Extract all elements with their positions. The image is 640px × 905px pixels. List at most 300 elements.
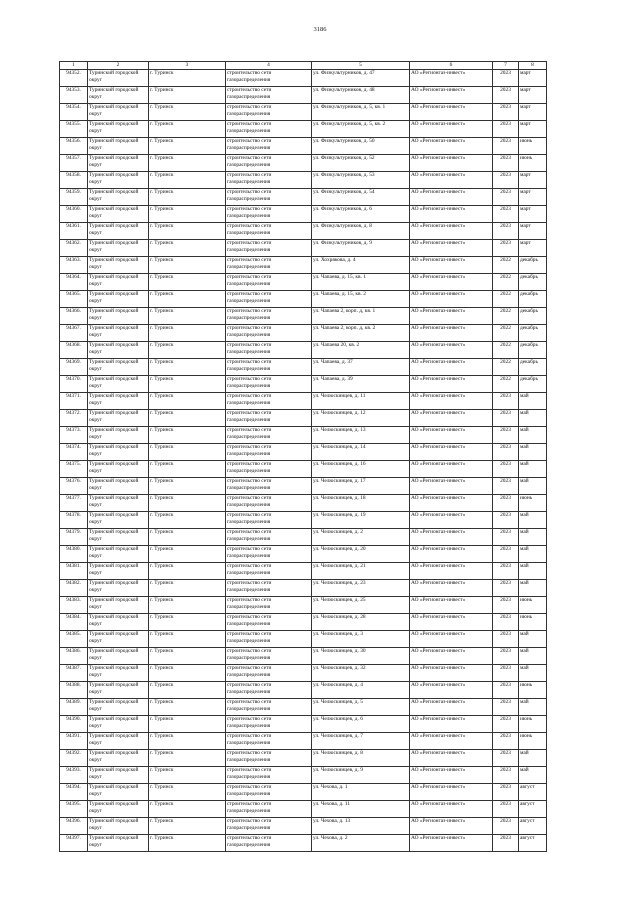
work-type-cell: строительство сети газораспределения xyxy=(226,87,312,104)
organization-cell: АО «Регионгаз-инвест» xyxy=(410,478,493,495)
table-row xyxy=(60,376,547,393)
work-type-cell: строительство сети газораспределения xyxy=(226,461,312,478)
address-cell: ул. Чапаева, д. 15, кв. 2 xyxy=(312,291,410,308)
municipality-cell: Туринский городской округ xyxy=(88,274,149,291)
col-header-3: 3 xyxy=(149,62,226,70)
row-number-cell: 94391. xyxy=(60,733,88,750)
row-number-cell: 94380. xyxy=(60,546,88,563)
address-cell: ул. Челюскинцев, д. 4 xyxy=(312,682,410,699)
month-cell: июнь xyxy=(519,138,547,155)
year-cell: 2022 xyxy=(493,359,519,376)
locality-cell: г. Туринск xyxy=(149,614,226,631)
year-cell: 2023 xyxy=(493,801,519,818)
work-type-cell: строительство сети газораспределения xyxy=(226,546,312,563)
year-cell: 2022 xyxy=(493,308,519,325)
month-cell: май xyxy=(519,665,547,682)
locality-cell: г. Туринск xyxy=(149,580,226,597)
month-cell: май xyxy=(519,767,547,784)
locality-cell: г. Туринск xyxy=(149,597,226,614)
municipality-cell: Туринский городской округ xyxy=(88,155,149,172)
locality-cell: г. Туринск xyxy=(149,240,226,257)
address-cell: ул. Физкультурников, д. 5, кв. 2 xyxy=(312,121,410,138)
organization-cell: АО «Регионгаз-инвест» xyxy=(410,529,493,546)
row-number-cell: 94358. xyxy=(60,172,88,189)
table-row xyxy=(60,767,547,784)
organization-cell: АО «Регионгаз-инвест» xyxy=(410,801,493,818)
row-number-cell: 94357. xyxy=(60,155,88,172)
col-header-6: 6 xyxy=(410,62,493,70)
table-row xyxy=(60,155,547,172)
address-cell: ул. Челюскинцев, д. 2 xyxy=(312,529,410,546)
locality-cell: г. Туринск xyxy=(149,206,226,223)
table-row xyxy=(60,87,547,104)
municipality-cell: Туринский городской округ xyxy=(88,325,149,342)
locality-cell: г. Туринск xyxy=(149,733,226,750)
year-cell: 2022 xyxy=(493,274,519,291)
table-row xyxy=(60,529,547,546)
work-type-cell: строительство сети газораспределения xyxy=(226,835,312,852)
table-row xyxy=(60,189,547,206)
work-type-cell: строительство сети газораспределения xyxy=(226,308,312,325)
row-number-cell: 94368. xyxy=(60,342,88,359)
year-cell: 2023 xyxy=(493,393,519,410)
row-number-cell: 94364. xyxy=(60,274,88,291)
row-number-cell: 94355. xyxy=(60,121,88,138)
year-cell: 2023 xyxy=(493,529,519,546)
locality-cell: г. Туринск xyxy=(149,716,226,733)
municipality-cell: Туринский городской округ xyxy=(88,223,149,240)
year-cell: 2023 xyxy=(493,121,519,138)
organization-cell: АО «Регионгаз-инвест» xyxy=(410,750,493,767)
table-row xyxy=(60,699,547,716)
locality-cell: г. Туринск xyxy=(149,87,226,104)
year-cell: 2023 xyxy=(493,614,519,631)
address-cell: ул. Чапаева, д. 15, кв. 1 xyxy=(312,274,410,291)
organization-cell: АО «Регионгаз-инвест» xyxy=(410,699,493,716)
row-number-cell: 94375. xyxy=(60,461,88,478)
table-row xyxy=(60,546,547,563)
month-cell: май xyxy=(519,750,547,767)
year-cell: 2022 xyxy=(493,376,519,393)
table-row xyxy=(60,495,547,512)
organization-cell: АО «Регионгаз-инвест» xyxy=(410,240,493,257)
table-row xyxy=(60,291,547,308)
address-cell: ул. Челюскинцев, д. 8 xyxy=(312,750,410,767)
organization-cell: АО «Регионгаз-инвест» xyxy=(410,155,493,172)
month-cell: август xyxy=(519,818,547,835)
row-number-cell: 94362. xyxy=(60,240,88,257)
organization-cell: АО «Регионгаз-инвест» xyxy=(410,444,493,461)
month-cell: декабрь xyxy=(519,308,547,325)
work-type-cell: строительство сети газораспределения xyxy=(226,291,312,308)
municipality-cell: Туринский городской округ xyxy=(88,206,149,223)
organization-cell: АО «Регионгаз-инвест» xyxy=(410,393,493,410)
month-cell: май xyxy=(519,563,547,580)
table-row xyxy=(60,580,547,597)
year-cell: 2023 xyxy=(493,155,519,172)
municipality-cell: Туринский городской округ xyxy=(88,478,149,495)
work-type-cell: строительство сети газораспределения xyxy=(226,563,312,580)
municipality-cell: Туринский городской округ xyxy=(88,512,149,529)
municipality-cell: Туринский городской округ xyxy=(88,682,149,699)
organization-cell: АО «Регионгаз-инвест» xyxy=(410,648,493,665)
address-cell: ул. Челюскинцев, д. 30 xyxy=(312,648,410,665)
month-cell: май xyxy=(519,512,547,529)
organization-cell: АО «Регионгаз-инвест» xyxy=(410,410,493,427)
row-number-cell: 94353. xyxy=(60,87,88,104)
table-row xyxy=(60,121,547,138)
year-cell: 2022 xyxy=(493,291,519,308)
work-type-cell: строительство сети газораспределения xyxy=(226,172,312,189)
work-type-cell: строительство сети газораспределения xyxy=(226,393,312,410)
locality-cell: г. Туринск xyxy=(149,784,226,801)
municipality-cell: Туринский городской округ xyxy=(88,444,149,461)
address-cell: ул. Физкультурников, д. 54 xyxy=(312,189,410,206)
organization-cell: АО «Регионгаз-инвест» xyxy=(410,767,493,784)
organization-cell: АО «Регионгаз-инвест» xyxy=(410,138,493,155)
month-cell: май xyxy=(519,393,547,410)
address-cell: ул. Чехова, д. 2 xyxy=(312,835,410,852)
table-row xyxy=(60,308,547,325)
table-row xyxy=(60,342,547,359)
month-cell: декабрь xyxy=(519,257,547,274)
year-cell: 2023 xyxy=(493,172,519,189)
organization-cell: АО «Регионгаз-инвест» xyxy=(410,784,493,801)
organization-cell: АО «Регионгаз-инвест» xyxy=(410,682,493,699)
address-cell: ул. Чапаева, д. 39 xyxy=(312,376,410,393)
year-cell: 2023 xyxy=(493,648,519,665)
row-number-cell: 94360. xyxy=(60,206,88,223)
locality-cell: г. Туринск xyxy=(149,699,226,716)
row-number-cell: 94385. xyxy=(60,631,88,648)
table-row xyxy=(60,240,547,257)
table-row xyxy=(60,665,547,682)
address-cell: ул. Физкультурников, д. 8 xyxy=(312,223,410,240)
organization-cell: АО «Регионгаз-инвест» xyxy=(410,325,493,342)
locality-cell: г. Туринск xyxy=(149,291,226,308)
address-cell: ул. Челюскинцев, д. 12 xyxy=(312,410,410,427)
municipality-cell: Туринский городской округ xyxy=(88,784,149,801)
work-type-cell: строительство сети газораспределения xyxy=(226,325,312,342)
municipality-cell: Туринский городской округ xyxy=(88,631,149,648)
work-type-cell: строительство сети газораспределения xyxy=(226,495,312,512)
address-cell: ул. Физкультурников, д. 48 xyxy=(312,87,410,104)
address-cell: ул. Челюскинцев, д. 23 xyxy=(312,580,410,597)
locality-cell: г. Туринск xyxy=(149,427,226,444)
year-cell: 2023 xyxy=(493,427,519,444)
row-number-cell: 94397. xyxy=(60,835,88,852)
year-cell: 2023 xyxy=(493,410,519,427)
organization-cell: АО «Регионгаз-инвест» xyxy=(410,342,493,359)
locality-cell: г. Туринск xyxy=(149,563,226,580)
year-cell: 2023 xyxy=(493,444,519,461)
table-row xyxy=(60,444,547,461)
work-type-cell: строительство сети газораспределения xyxy=(226,376,312,393)
work-type-cell: строительство сети газораспределения xyxy=(226,733,312,750)
table-row xyxy=(60,716,547,733)
organization-cell: АО «Регионгаз-инвест» xyxy=(410,172,493,189)
locality-cell: г. Туринск xyxy=(149,70,226,87)
table-body xyxy=(60,70,547,852)
organization-cell: АО «Регионгаз-инвест» xyxy=(410,461,493,478)
year-cell: 2023 xyxy=(493,665,519,682)
month-cell: март xyxy=(519,70,547,87)
municipality-cell: Туринский городской округ xyxy=(88,240,149,257)
municipality-cell: Туринский городской округ xyxy=(88,257,149,274)
year-cell: 2023 xyxy=(493,70,519,87)
row-number-cell: 94370. xyxy=(60,376,88,393)
table-row xyxy=(60,138,547,155)
locality-cell: г. Туринск xyxy=(149,478,226,495)
organization-cell: АО «Регионгаз-инвест» xyxy=(410,835,493,852)
month-cell: декабрь xyxy=(519,342,547,359)
municipality-cell: Туринский городской округ xyxy=(88,801,149,818)
year-cell: 2023 xyxy=(493,597,519,614)
month-cell: май xyxy=(519,410,547,427)
work-type-cell: строительство сети газораспределения xyxy=(226,121,312,138)
row-number-cell: 94374. xyxy=(60,444,88,461)
work-type-cell: строительство сети газораспределения xyxy=(226,444,312,461)
municipality-cell: Туринский городской округ xyxy=(88,563,149,580)
table-row xyxy=(60,631,547,648)
municipality-cell: Туринский городской округ xyxy=(88,529,149,546)
address-cell: ул. Чапаева 20, кв. 2 xyxy=(312,342,410,359)
municipality-cell: Туринский городской округ xyxy=(88,70,149,87)
month-cell: декабрь xyxy=(519,325,547,342)
municipality-cell: Туринский городской округ xyxy=(88,648,149,665)
register-table xyxy=(59,61,547,852)
table-header xyxy=(60,62,547,70)
year-cell: 2023 xyxy=(493,563,519,580)
work-type-cell: строительство сети газораспределения xyxy=(226,699,312,716)
locality-cell: г. Туринск xyxy=(149,223,226,240)
locality-cell: г. Туринск xyxy=(149,121,226,138)
work-type-cell: строительство сети газораспределения xyxy=(226,359,312,376)
work-type-cell: строительство сети газораспределения xyxy=(226,614,312,631)
table-row xyxy=(60,410,547,427)
col-header-5: 5 xyxy=(312,62,410,70)
month-cell: май xyxy=(519,648,547,665)
month-cell: май xyxy=(519,529,547,546)
address-cell: ул. Физкультурников, д. 6 xyxy=(312,206,410,223)
row-number-cell: 94352. xyxy=(60,70,88,87)
col-header-7: 7 xyxy=(493,62,519,70)
work-type-cell: строительство сети газораспределения xyxy=(226,342,312,359)
table-row xyxy=(60,512,547,529)
address-cell: ул. Чехова, д. 11 xyxy=(312,801,410,818)
address-cell: ул. Челюскинцев, д. 9 xyxy=(312,767,410,784)
year-cell: 2023 xyxy=(493,631,519,648)
address-cell: ул. Физкультурников, д. 47 xyxy=(312,70,410,87)
work-type-cell: строительство сети газораспределения xyxy=(226,189,312,206)
organization-cell: АО «Регионгаз-инвест» xyxy=(410,376,493,393)
address-cell: ул. Челюскинцев, д. 28 xyxy=(312,614,410,631)
address-cell: ул. Челюскинцев, д. 16 xyxy=(312,461,410,478)
row-number-cell: 94388. xyxy=(60,682,88,699)
locality-cell: г. Туринск xyxy=(149,138,226,155)
municipality-cell: Туринский городской округ xyxy=(88,87,149,104)
col-header-8: 8 xyxy=(519,62,547,70)
year-cell: 2023 xyxy=(493,512,519,529)
month-cell: декабрь xyxy=(519,291,547,308)
year-cell: 2022 xyxy=(493,257,519,274)
table-row xyxy=(60,104,547,121)
table-row xyxy=(60,223,547,240)
month-cell: август xyxy=(519,784,547,801)
municipality-cell: Туринский городской округ xyxy=(88,665,149,682)
organization-cell: АО «Регионгаз-инвест» xyxy=(410,597,493,614)
year-cell: 2023 xyxy=(493,495,519,512)
row-number-cell: 94371. xyxy=(60,393,88,410)
locality-cell: г. Туринск xyxy=(149,257,226,274)
locality-cell: г. Туринск xyxy=(149,495,226,512)
work-type-cell: строительство сети газораспределения xyxy=(226,631,312,648)
table-row xyxy=(60,648,547,665)
organization-cell: АО «Регионгаз-инвест» xyxy=(410,665,493,682)
organization-cell: АО «Регионгаз-инвест» xyxy=(410,308,493,325)
year-cell: 2023 xyxy=(493,699,519,716)
row-number-cell: 94387. xyxy=(60,665,88,682)
work-type-cell: строительство сети газораспределения xyxy=(226,410,312,427)
month-cell: май xyxy=(519,461,547,478)
month-cell: май xyxy=(519,478,547,495)
locality-cell: г. Туринск xyxy=(149,631,226,648)
address-cell: ул. Челюскинцев, д. 18 xyxy=(312,495,410,512)
year-cell: 2023 xyxy=(493,750,519,767)
month-cell: май xyxy=(519,427,547,444)
month-cell: март xyxy=(519,189,547,206)
work-type-cell: строительство сети газораспределения xyxy=(226,767,312,784)
work-type-cell: строительство сети газораспределения xyxy=(226,274,312,291)
address-cell: ул. Физкультурников, д. 9 xyxy=(312,240,410,257)
work-type-cell: строительство сети газораспределения xyxy=(226,155,312,172)
municipality-cell: Туринский городской округ xyxy=(88,716,149,733)
municipality-cell: Туринский городской округ xyxy=(88,359,149,376)
year-cell: 2023 xyxy=(493,835,519,852)
address-cell: ул. Челюскинцев, д. 17 xyxy=(312,478,410,495)
locality-cell: г. Туринск xyxy=(149,546,226,563)
table-row xyxy=(60,818,547,835)
work-type-cell: строительство сети газораспределения xyxy=(226,223,312,240)
row-number-cell: 94392. xyxy=(60,750,88,767)
row-number-cell: 94354. xyxy=(60,104,88,121)
address-cell: ул. Чехова, д. 1 xyxy=(312,784,410,801)
year-cell: 2023 xyxy=(493,767,519,784)
municipality-cell: Туринский городской округ xyxy=(88,104,149,121)
year-cell: 2023 xyxy=(493,546,519,563)
table-row xyxy=(60,461,547,478)
locality-cell: г. Туринск xyxy=(149,376,226,393)
table-row xyxy=(60,206,547,223)
month-cell: март xyxy=(519,223,547,240)
organization-cell: АО «Регионгаз-инвест» xyxy=(410,274,493,291)
month-cell: март xyxy=(519,121,547,138)
organization-cell: АО «Регионгаз-инвест» xyxy=(410,427,493,444)
year-cell: 2023 xyxy=(493,206,519,223)
table-row xyxy=(60,427,547,444)
work-type-cell: строительство сети газораспределения xyxy=(226,70,312,87)
address-cell: ул. Хохрякова, д. 4 xyxy=(312,257,410,274)
work-type-cell: строительство сети газораспределения xyxy=(226,104,312,121)
organization-cell: АО «Регионгаз-инвест» xyxy=(410,631,493,648)
month-cell: июнь xyxy=(519,495,547,512)
month-cell: март xyxy=(519,206,547,223)
organization-cell: АО «Регионгаз-инвест» xyxy=(410,189,493,206)
table-row xyxy=(60,563,547,580)
organization-cell: АО «Регионгаз-инвест» xyxy=(410,818,493,835)
municipality-cell: Туринский городской округ xyxy=(88,427,149,444)
organization-cell: АО «Регионгаз-инвест» xyxy=(410,223,493,240)
year-cell: 2023 xyxy=(493,223,519,240)
work-type-cell: строительство сети газораспределения xyxy=(226,682,312,699)
locality-cell: г. Туринск xyxy=(149,801,226,818)
table-row xyxy=(60,614,547,631)
month-cell: май xyxy=(519,546,547,563)
month-cell: декабрь xyxy=(519,274,547,291)
municipality-cell: Туринский городской округ xyxy=(88,699,149,716)
work-type-cell: строительство сети газораспределения xyxy=(226,716,312,733)
locality-cell: г. Туринск xyxy=(149,835,226,852)
table-row xyxy=(60,172,547,189)
row-number-cell: 94378. xyxy=(60,512,88,529)
address-cell: ул. Чапаева, д. 37 xyxy=(312,359,410,376)
month-cell: июнь xyxy=(519,614,547,631)
month-cell: май xyxy=(519,444,547,461)
address-cell: ул. Челюскинцев, д. 25 xyxy=(312,597,410,614)
organization-cell: АО «Регионгаз-инвест» xyxy=(410,70,493,87)
year-cell: 2023 xyxy=(493,87,519,104)
year-cell: 2022 xyxy=(493,325,519,342)
work-type-cell: строительство сети газораспределения xyxy=(226,512,312,529)
work-type-cell: строительство сети газораспределения xyxy=(226,784,312,801)
table-row xyxy=(60,325,547,342)
row-number-cell: 94390. xyxy=(60,716,88,733)
row-number-cell: 94382. xyxy=(60,580,88,597)
table-row xyxy=(60,597,547,614)
address-cell: ул. Челюскинцев, д. 21 xyxy=(312,563,410,580)
year-cell: 2022 xyxy=(493,342,519,359)
row-number-cell: 94384. xyxy=(60,614,88,631)
organization-cell: АО «Регионгаз-инвест» xyxy=(410,563,493,580)
locality-cell: г. Туринск xyxy=(149,393,226,410)
work-type-cell: строительство сети газораспределения xyxy=(226,597,312,614)
work-type-cell: строительство сети газораспределения xyxy=(226,427,312,444)
work-type-cell: строительство сети газораспределения xyxy=(226,478,312,495)
organization-cell: АО «Регионгаз-инвест» xyxy=(410,104,493,121)
organization-cell: АО «Регионгаз-инвест» xyxy=(410,359,493,376)
address-cell: ул. Челюскинцев, д. 6 xyxy=(312,716,410,733)
address-cell: ул. Физкультурников, д. 52 xyxy=(312,155,410,172)
organization-cell: АО «Регионгаз-инвест» xyxy=(410,580,493,597)
month-cell: июнь xyxy=(519,155,547,172)
locality-cell: г. Туринск xyxy=(149,461,226,478)
month-cell: июнь xyxy=(519,733,547,750)
address-cell: ул. Чехова, д. 13 xyxy=(312,818,410,835)
organization-cell: АО «Регионгаз-инвест» xyxy=(410,512,493,529)
month-cell: декабрь xyxy=(519,376,547,393)
year-cell: 2023 xyxy=(493,478,519,495)
municipality-cell: Туринский городской округ xyxy=(88,733,149,750)
row-number-cell: 94359. xyxy=(60,189,88,206)
municipality-cell: Туринский городской округ xyxy=(88,138,149,155)
table-row xyxy=(60,733,547,750)
municipality-cell: Туринский городской округ xyxy=(88,767,149,784)
locality-cell: г. Туринск xyxy=(149,325,226,342)
table-row xyxy=(60,257,547,274)
municipality-cell: Туринский городской округ xyxy=(88,121,149,138)
address-cell: ул. Челюскинцев, д. 11 xyxy=(312,393,410,410)
organization-cell: АО «Регионгаз-инвест» xyxy=(410,546,493,563)
